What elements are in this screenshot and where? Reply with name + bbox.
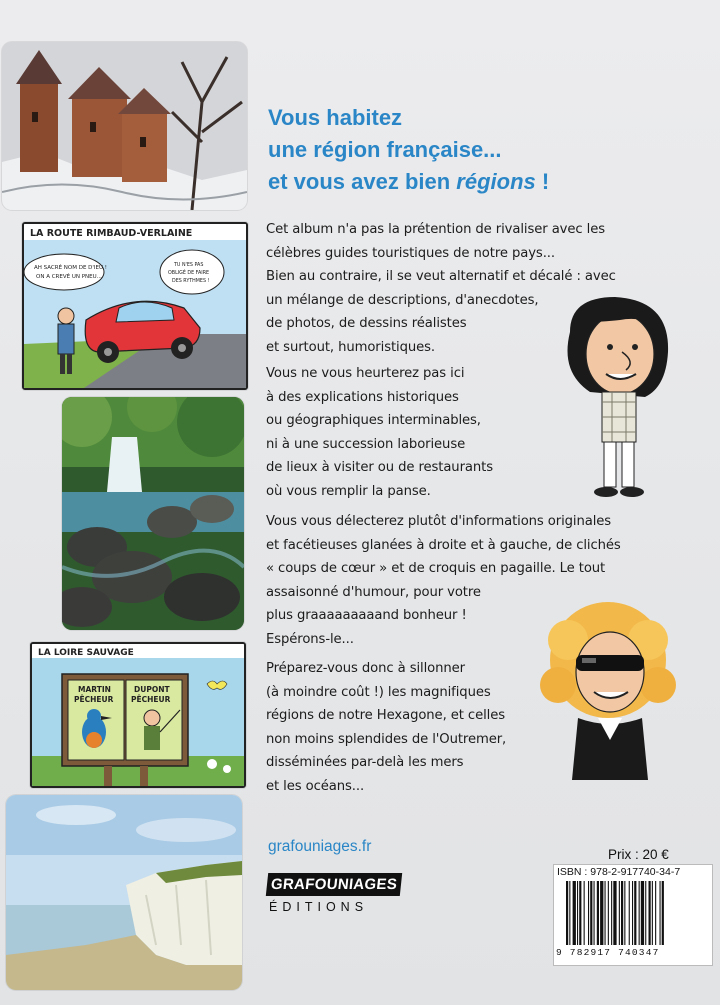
svg-text:MARTIN: MARTIN <box>78 685 111 694</box>
cliffs-photo <box>6 795 242 990</box>
caricature-author-1 <box>540 292 680 504</box>
paragraph-3: Vous vous délecterez plutôt d'informations originales et facétieuses glanées à droite et à gauche, de clichés « coups de cœur » et de croquis en pagaille. Le tout assaisonné d'humour, pour votre plus graaaaaaaaand bonheur ! Espérons-le... <box>266 514 621 647</box>
svg-text:DES RYTHMES !: DES RYTHMES ! <box>172 279 210 284</box>
headline-line-3: et vous avez bien régions ! <box>268 169 550 194</box>
castle-illustration <box>2 42 247 210</box>
svg-text:PÊCHEUR: PÊCHEUR <box>131 695 171 704</box>
svg-text:TU N'ES PAS: TU N'ES PAS <box>174 263 204 268</box>
barcode-icon <box>566 881 704 945</box>
price-label: Prix : 20 € <box>608 847 669 862</box>
paragraph-4: Préparez-vous donc à sillonner (à moindre coût !) les magnifiques régions de notre Hexagone, et celles non moins splendides de l'Outremer, disséminées par-delà les mers et les océans... <box>266 661 507 794</box>
comic-panel-loire <box>30 642 246 788</box>
waterfall-photo <box>62 397 244 630</box>
comic-road-title: LA ROUTE RIMBAUD-VERLAINE <box>30 228 193 239</box>
publisher-logo <box>267 873 407 929</box>
svg-text:ON A CREVÉ UN PNEU...: ON A CREVÉ UN PNEU... <box>36 274 102 280</box>
paragraph-2: Vous ne vous heurterez pas ici à des explications historiques ou géographiques interminables, ni à une succession laborieuse de lieux à visiter ou de restaurants où vous remplir la panse. <box>266 366 493 499</box>
comic-loire-title: LA LOIRE SAUVAGE <box>38 648 134 658</box>
headline <box>268 102 708 198</box>
svg-text:PÊCHEUR: PÊCHEUR <box>74 695 114 704</box>
isbn-label: ISBN : 978-2-917740-34-7 <box>557 866 681 878</box>
comic-panel-road <box>22 222 248 390</box>
svg-text:DUPONT: DUPONT <box>134 685 170 694</box>
barcode-block <box>553 864 713 966</box>
paragraph-1: Cet album n'a pas la prétention de rivaliser avec les célèbres guides touristiques de notre pays... Bien au contraire, il se veut alternatif et décalé : avec un mélange de descriptions, d'anecdotes, de photos, de dessins réalistes et surtout, humoristiques. <box>266 222 616 355</box>
publisher-logo-sub: ÉDITIONS <box>269 900 369 914</box>
ean-number: 9 782917 740347 <box>556 947 660 958</box>
caricature-author-2 <box>538 600 678 780</box>
publisher-website-link[interactable]: grafouniages.fr <box>268 838 372 855</box>
svg-text:OBLIGÉ DE FAIRE: OBLIGÉ DE FAIRE <box>168 271 210 276</box>
headline-line-1: Vous habitez <box>268 105 403 130</box>
publisher-logo-main: GRAFOUNIAGES <box>266 873 403 896</box>
svg-text:AH SACRÉ NOM DE D'IEU !: AH SACRÉ NOM DE D'IEU ! <box>34 265 108 271</box>
headline-line-2: une région française... <box>268 137 502 162</box>
